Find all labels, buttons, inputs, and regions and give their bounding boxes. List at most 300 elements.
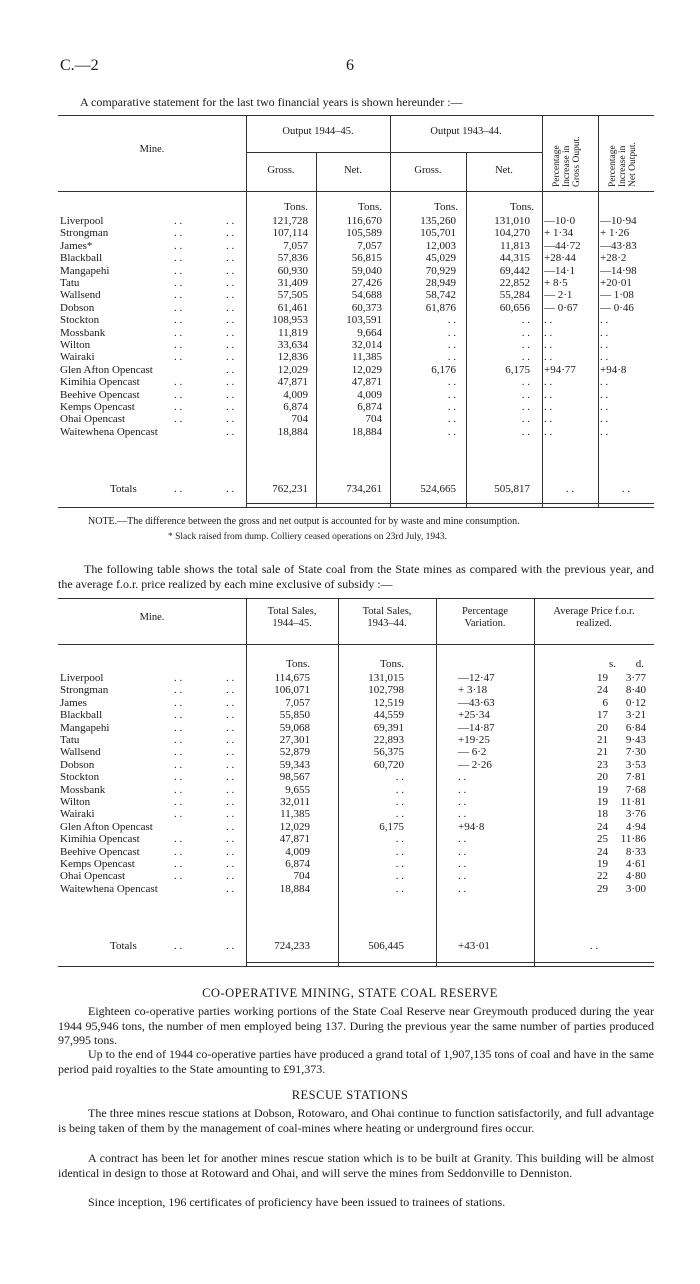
price-pence: 7·30 <box>625 746 646 759</box>
col-header-gross: Gross. <box>267 165 295 176</box>
pct-gross-increase: . . <box>544 425 553 438</box>
mine-name: Wilton <box>60 796 91 808</box>
leader-dots: . . <box>174 388 183 401</box>
leader-dots: . . <box>174 796 183 808</box>
pct-net-increase: . . <box>600 351 609 364</box>
gross-output-4445: 12,836 <box>277 351 308 364</box>
table-row <box>58 846 654 858</box>
percentage-variation: —14·87 <box>458 721 495 734</box>
net-output-4344: 60,656 <box>499 301 530 314</box>
leader-dots: . . <box>226 252 235 265</box>
price-pence: 8·33 <box>625 845 646 858</box>
table-footnote: * Slack raised from dump. Colliery ceased operations on 23rd July, 1943. <box>168 532 448 542</box>
table-row <box>58 426 654 438</box>
gross-output-4445: 61,461 <box>277 301 308 314</box>
price-shillings: 24 <box>597 684 608 697</box>
table-rule <box>246 503 654 504</box>
net-output-4344: 22,852 <box>499 277 530 289</box>
total-sales-4344: 506,445 <box>368 940 404 952</box>
gross-output-4445: 107,114 <box>272 227 308 240</box>
price-pence: 3·21 <box>625 709 646 722</box>
gross-output-4445: 12,029 <box>277 363 308 376</box>
table-row <box>58 796 654 808</box>
gross-output-4445: 57,836 <box>277 252 308 265</box>
price-pence: 11·81 <box>620 796 646 808</box>
leader-dots: . . <box>226 239 235 252</box>
price-shillings: 21 <box>597 734 608 746</box>
sales-4344: 69,391 <box>373 721 404 734</box>
section-heading-rescue: RESCUE STATIONS <box>291 1088 409 1102</box>
leader-dots: . . <box>174 734 183 746</box>
leader-dots: . . <box>174 227 183 240</box>
gross-output-4445: 33,634 <box>277 339 308 351</box>
price-shillings: 29 <box>597 882 608 895</box>
table-row <box>58 364 654 376</box>
mine-name: Tatu <box>60 277 80 289</box>
leader-dots: . . <box>174 401 183 413</box>
table-row <box>58 870 654 882</box>
sales-4445: 59,068 <box>279 721 310 734</box>
units-row <box>58 201 654 213</box>
price-pence: 3·77 <box>625 672 646 684</box>
rescue-paragraph-3: Since inception, 196 certificates of proficiency have been issued to trainees of stations. <box>88 1195 506 1209</box>
gross-output-4445: 60,930 <box>277 264 308 277</box>
unit-label: Tons. <box>286 658 310 670</box>
price-shillings: 25 <box>597 833 608 846</box>
unit-label: d. <box>635 658 644 670</box>
col-header-gross: Gross. <box>414 165 442 176</box>
gross-output-4445: 31,409 <box>277 277 308 289</box>
table-rule <box>58 191 654 192</box>
net-output-4445: 54,688 <box>351 289 382 302</box>
sales-4344: . . <box>395 882 404 895</box>
gross-output-4344: 105,701 <box>420 227 456 240</box>
col-header-mine: Mine. <box>139 144 165 155</box>
leader-dots: . . <box>174 376 183 389</box>
leader-dots: . . <box>226 746 235 759</box>
price-shillings: 6 <box>602 696 608 709</box>
sales-4344: 6,175 <box>379 820 404 833</box>
percentage-variation: . . <box>458 882 467 895</box>
table-rule <box>58 115 654 116</box>
mine-name: Blackball <box>60 252 103 265</box>
totals-row <box>58 940 654 952</box>
price-pence: 3·53 <box>625 758 646 771</box>
leader-dots: . . <box>174 264 183 277</box>
leader-dots: . . <box>174 339 183 351</box>
col-header-mine: Mine. <box>139 612 165 623</box>
col-header-output-4344: Output 1943–44. <box>430 126 502 137</box>
leader-dots: . . <box>226 721 235 734</box>
totals-row <box>58 483 654 495</box>
mine-name: Ohai Opencast <box>60 413 126 426</box>
price-shillings: 22 <box>597 870 608 883</box>
mine-name: Waitewhena Opencast <box>60 882 158 895</box>
net-output-4445: 9,664 <box>357 326 382 339</box>
pct-net-increase: + 1·26 <box>600 227 630 240</box>
net-output-4344: . . <box>521 376 530 389</box>
percentage-variation: +94·8 <box>458 820 485 833</box>
price-pence: 4·61 <box>625 858 646 870</box>
pct-gross-increase: + 8·5 <box>544 277 568 289</box>
pct-gross-increase: . . <box>544 326 553 339</box>
sales-4445: 32,011 <box>280 796 310 808</box>
units-row <box>58 658 654 670</box>
mine-name: Ohai Opencast <box>60 870 126 883</box>
leader-dots: . . <box>174 833 183 846</box>
table-row <box>58 376 654 388</box>
leader-dots: . . <box>226 401 235 413</box>
leader-dots: . . <box>174 301 183 314</box>
table-row <box>58 215 654 227</box>
gross-output-4344: . . <box>447 376 456 389</box>
mine-name: Stockton <box>60 771 100 784</box>
leader-dots: . . <box>174 289 183 302</box>
table-row <box>58 697 654 709</box>
table-rule <box>58 598 654 599</box>
gross-output-4344: . . <box>447 351 456 364</box>
sales-4445: 18,884 <box>279 882 310 895</box>
unit-label: Tons. <box>380 658 404 670</box>
sales-4344: . . <box>395 783 404 796</box>
gross-output-4445: 11,819 <box>278 326 308 339</box>
mine-name: Strongman <box>60 684 109 697</box>
sales-4445: 7,057 <box>285 696 310 709</box>
gross-output-4344: 12,003 <box>425 239 456 252</box>
pct-gross-increase: . . <box>544 339 553 351</box>
table-rule <box>58 644 654 645</box>
leader-dots: . . <box>226 734 235 746</box>
net-output-4445: 105,589 <box>346 227 382 240</box>
leader-dots: . . <box>226 376 235 389</box>
percentage-variation: — 2·26 <box>458 758 492 771</box>
table-row <box>58 709 654 721</box>
table-rule <box>246 962 654 963</box>
table-rule <box>246 152 542 153</box>
leader-dots: . . <box>226 277 235 289</box>
sales-4344: 12,519 <box>373 696 404 709</box>
percentage-variation: —12·47 <box>458 672 495 684</box>
price-shillings: 24 <box>597 845 608 858</box>
percentage-variation: . . <box>458 808 467 821</box>
table-rule <box>58 507 654 508</box>
sales-4344: . . <box>395 870 404 883</box>
gross-output-4344: . . <box>447 388 456 401</box>
net-output-4344: 11,813 <box>500 239 530 252</box>
gross-output-4445: 704 <box>291 413 308 426</box>
totals-label: Totals <box>110 940 137 952</box>
net-output-4344: . . <box>521 314 530 327</box>
leader-dots: . . <box>226 351 235 364</box>
leader-dots: . . <box>174 684 183 697</box>
unit-label: Tons. <box>284 201 308 213</box>
leader-dots: . . <box>226 425 235 438</box>
pct-gross-increase: —10·0 <box>544 215 576 227</box>
total-pct-gross: . . <box>565 483 575 495</box>
net-output-4445: 4,009 <box>357 388 382 401</box>
table-note: NOTE.—The difference between the gross and net output is accounted for by waste and mine consumption. <box>88 516 520 527</box>
pct-net-increase: . . <box>600 339 609 351</box>
leader-dots: . . <box>174 783 183 796</box>
percentage-variation: — 6·2 <box>458 746 487 759</box>
pct-gross-increase: — 0·67 <box>544 301 578 314</box>
net-output-4344: 69,442 <box>499 264 530 277</box>
pct-gross-increase: . . <box>544 401 553 413</box>
leader-dots: . . <box>226 301 235 314</box>
price-shillings: 20 <box>597 721 608 734</box>
total-sales-4445: 724,233 <box>274 940 310 952</box>
leader-dots: . . <box>226 870 235 883</box>
leader-dots: . . <box>174 696 183 709</box>
mine-name: Wairaki <box>60 808 95 821</box>
leader-dots: . . <box>226 858 235 870</box>
net-output-4344: . . <box>521 413 530 426</box>
pct-net-increase: . . <box>600 314 609 327</box>
net-output-4445: 32,014 <box>351 339 382 351</box>
leader-dots: . . <box>174 870 183 883</box>
unit-label: Tons. <box>434 201 458 213</box>
table-row <box>58 401 654 413</box>
price-pence: 6·84 <box>625 721 646 734</box>
table-row <box>58 339 654 351</box>
sales-4445: 4,009 <box>285 845 310 858</box>
percentage-variation: —43·63 <box>458 696 495 709</box>
pct-net-increase: . . <box>600 401 609 413</box>
sales-4445: 52,879 <box>279 746 310 759</box>
table-row <box>58 351 654 363</box>
sales-4445: 704 <box>293 870 310 883</box>
net-output-4344: . . <box>521 351 530 364</box>
net-output-4344: 6,175 <box>505 363 530 376</box>
price-shillings: 17 <box>597 709 608 722</box>
total-variation: +43·01 <box>458 940 490 952</box>
net-output-4344: . . <box>521 388 530 401</box>
col-header-net: Net. <box>344 165 362 176</box>
net-output-4445: 6,874 <box>357 401 382 413</box>
leader-dots: . . <box>174 277 183 289</box>
net-output-4344: . . <box>521 425 530 438</box>
pct-net-increase: +94·8 <box>600 363 627 376</box>
price-shillings: 19 <box>597 783 608 796</box>
mine-name: Beehive Opencast <box>60 845 140 858</box>
percentage-variation: + 3·18 <box>458 684 488 697</box>
percentage-variation: . . <box>458 845 467 858</box>
sales-4445: 9,655 <box>285 783 310 796</box>
mine-name: Dobson <box>60 301 95 314</box>
percentage-variation: . . <box>458 833 467 846</box>
leader-dots: . . <box>174 771 183 784</box>
mine-name: Mossbank <box>60 783 106 796</box>
total-net-4344: 505,817 <box>494 483 530 495</box>
pct-gross-increase: . . <box>544 376 553 389</box>
leader-dots: . . <box>226 845 235 858</box>
col-header-output-4445: Output 1944–45. <box>282 126 354 137</box>
price-shillings: 20 <box>597 771 608 784</box>
sales-4445: 27,301 <box>279 734 310 746</box>
sales-4344: 22,893 <box>373 734 404 746</box>
pct-gross-increase: +28·44 <box>544 252 576 265</box>
leader-dots: . . <box>226 882 235 895</box>
leader-dots: . . <box>174 252 183 265</box>
mine-name: James <box>60 696 87 709</box>
leader-dots: . . <box>174 215 183 227</box>
price-shillings: 18 <box>597 808 608 821</box>
gross-output-4445: 47,871 <box>277 376 308 389</box>
sales-4344: 44,559 <box>373 709 404 722</box>
leader-dots: . . <box>226 388 235 401</box>
table-row <box>58 784 654 796</box>
net-output-4344: . . <box>521 401 530 413</box>
pct-net-increase: . . <box>600 425 609 438</box>
net-output-4344: . . <box>521 339 530 351</box>
leader-dots: . . <box>226 833 235 846</box>
sales-4344: 102,798 <box>368 684 404 697</box>
sales-4344: . . <box>395 858 404 870</box>
net-output-4344: 55,284 <box>499 289 530 302</box>
percentage-variation: +25·34 <box>458 709 490 722</box>
table-row <box>58 746 654 758</box>
pct-net-increase: —43·83 <box>600 239 637 252</box>
gross-output-4344: . . <box>447 401 456 413</box>
leader-dots: . . <box>174 940 183 952</box>
gross-output-4344: 135,260 <box>420 215 456 227</box>
mine-name: Strongman <box>60 227 109 240</box>
pct-net-increase: . . <box>600 376 609 389</box>
leader-dots: . . <box>174 483 183 495</box>
mine-name: Kemps Opencast <box>60 401 135 413</box>
gross-output-4344: 28,949 <box>425 277 456 289</box>
leader-dots: . . <box>174 721 183 734</box>
table-row <box>58 389 654 401</box>
section-heading-coop: CO-OPERATIVE MINING, STATE COAL RESERVE <box>202 986 498 1000</box>
total-gross-4445: 762,231 <box>272 483 308 495</box>
table-row <box>58 289 654 301</box>
mine-name: Kimihia Opencast <box>60 376 140 389</box>
net-output-4445: 116,670 <box>346 215 382 227</box>
mine-name: Wairaki <box>60 351 95 364</box>
table-row <box>58 227 654 239</box>
gross-output-4445: 6,874 <box>283 401 308 413</box>
leader-dots: . . <box>226 758 235 771</box>
net-output-4445: 7,057 <box>357 239 382 252</box>
pct-gross-increase: . . <box>544 388 553 401</box>
total-net-4445: 734,261 <box>346 483 382 495</box>
leader-dots: . . <box>174 758 183 771</box>
table-row <box>58 833 654 845</box>
leader-dots: . . <box>174 808 183 821</box>
net-output-4445: 47,871 <box>351 376 382 389</box>
col-header-net: Net. <box>495 165 513 176</box>
price-pence: 3·76 <box>625 808 646 821</box>
mine-name: Dobson <box>60 758 95 771</box>
leader-dots: . . <box>226 326 235 339</box>
leader-dots: . . <box>226 339 235 351</box>
gross-output-4344: 45,029 <box>425 252 456 265</box>
gross-output-4344: 70,929 <box>425 264 456 277</box>
table-row <box>58 672 654 684</box>
percentage-variation: . . <box>458 783 467 796</box>
gross-output-4445: 57,505 <box>277 289 308 302</box>
mine-name: Beehive Opencast <box>60 388 140 401</box>
net-output-4445: 18,884 <box>351 425 382 438</box>
leader-dots: . . <box>226 696 235 709</box>
sales-4445: 47,871 <box>279 833 310 846</box>
net-output-4344: 44,315 <box>499 252 530 265</box>
col-header-pct-net: Percentage Increase in Net Output. <box>608 142 638 187</box>
pct-net-increase: . . <box>600 413 609 426</box>
gross-output-4344: . . <box>447 326 456 339</box>
mine-name: Kimihia Opencast <box>60 833 140 846</box>
col-header-variation: Percentage Variation. <box>461 606 509 629</box>
intro-text: A comparative statement for the last two financial years is shown hereunder :— <box>80 95 463 109</box>
price-pence: 4·94 <box>625 820 646 833</box>
sales-4445: 114,675 <box>274 672 310 684</box>
mine-name: James* <box>60 239 93 252</box>
pct-gross-increase: . . <box>544 351 553 364</box>
page-number: 6 <box>346 57 354 74</box>
percentage-variation: . . <box>458 858 467 870</box>
price-shillings: 24 <box>597 820 608 833</box>
table-row <box>58 314 654 326</box>
mine-name: Wallsend <box>60 289 101 302</box>
pct-gross-increase: — 2·1 <box>544 289 573 302</box>
net-output-4445: 11,385 <box>352 351 382 364</box>
rescue-paragraph-1: The three mines rescue stations at Dobson, Rotowaro, and Ohai continue to function satisfactorily, and full advantage is being taken of them by the management of coal-mines where heating or underground fires occur. <box>58 1106 654 1135</box>
net-output-4445: 103,591 <box>346 314 382 327</box>
total-price: . . <box>589 940 599 952</box>
leader-dots: . . <box>174 413 183 426</box>
percentage-variation: . . <box>458 796 467 808</box>
price-shillings: 23 <box>597 758 608 771</box>
pct-net-increase: . . <box>600 388 609 401</box>
pct-net-increase: — 0·46 <box>600 301 634 314</box>
percentage-variation: +19·25 <box>458 734 490 746</box>
mine-name: Waitewhena Opencast <box>60 425 158 438</box>
leader-dots: . . <box>174 351 183 364</box>
col-header-sales-4344: Total Sales, 1943–44. <box>362 606 412 629</box>
sales-4445: 11,385 <box>280 808 310 821</box>
price-pence: 11·86 <box>620 833 646 846</box>
sales-4344: 131,015 <box>368 672 404 684</box>
price-pence: 4·80 <box>625 870 646 883</box>
leader-dots: . . <box>226 413 235 426</box>
leader-dots: . . <box>174 326 183 339</box>
sales-intro-paragraph: The following table shows the total sale of State coal from the State mines as compared with the previous year, and the average f.o.r. price realized by each mine exclusive of subsidy :— <box>58 562 654 591</box>
sales-4445: 106,071 <box>274 684 310 697</box>
price-pence: 7·68 <box>625 783 646 796</box>
rescue-paragraph-2: A contract has been let for another mines rescue station which is to be built at Granity. This building will be almost identical in design to those at Rotoward and Ohai, and will serve the mines from Seddonville to Denniston. <box>58 1151 654 1180</box>
leader-dots: . . <box>226 227 235 240</box>
gross-output-4445: 121,728 <box>272 215 308 227</box>
net-output-4445: 27,426 <box>351 277 382 289</box>
sales-4344: . . <box>395 808 404 821</box>
gross-output-4344: 58,742 <box>425 289 456 302</box>
leader-dots: . . <box>226 289 235 302</box>
leader-dots: . . <box>226 264 235 277</box>
pct-net-increase: —14·98 <box>600 264 637 277</box>
sales-4445: 12,029 <box>279 820 310 833</box>
leader-dots: . . <box>226 771 235 784</box>
sales-4344: . . <box>395 771 404 784</box>
leader-dots: . . <box>226 483 235 495</box>
mine-name: Wilton <box>60 339 91 351</box>
leader-dots: . . <box>226 684 235 697</box>
sales-4344: 56,375 <box>373 746 404 759</box>
mine-name: Liverpool <box>60 672 104 684</box>
gross-output-4344: 61,876 <box>425 301 456 314</box>
leader-dots: . . <box>226 709 235 722</box>
pct-gross-increase: + 1·34 <box>544 227 574 240</box>
